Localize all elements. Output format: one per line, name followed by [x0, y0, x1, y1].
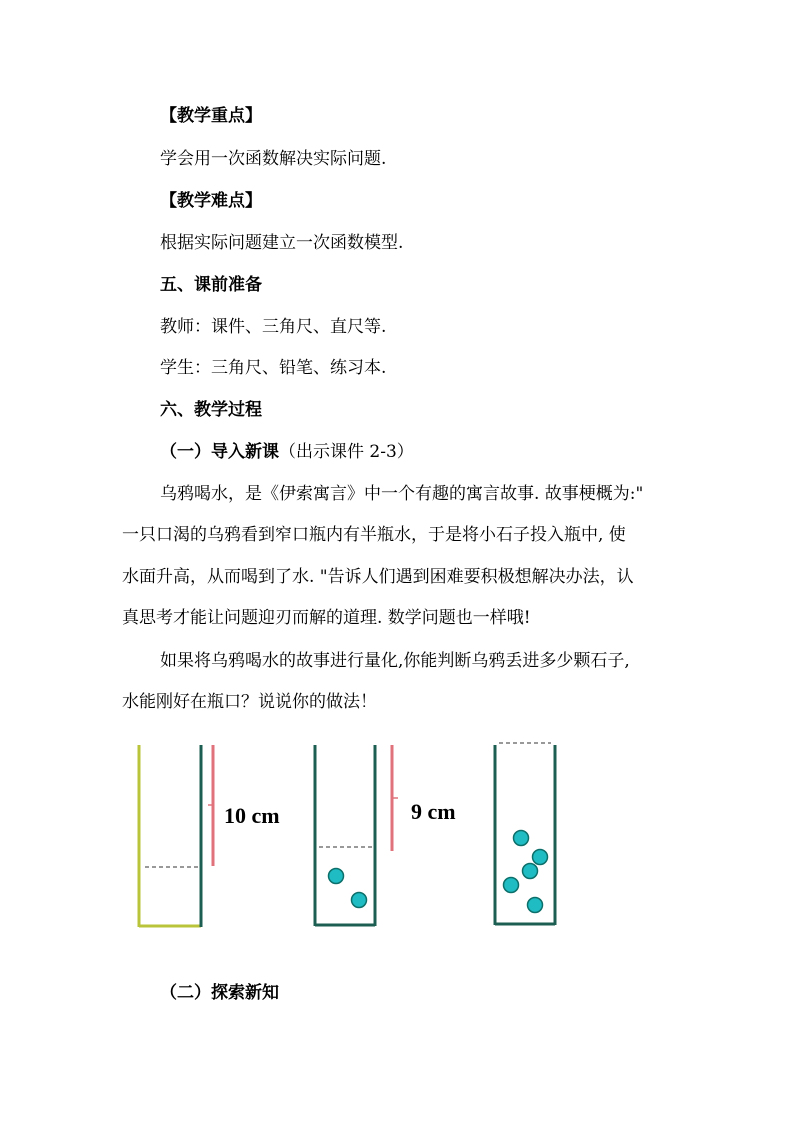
stone [329, 869, 344, 884]
tube-3 [495, 743, 555, 925]
paragraph-1-line-1: 乌鸦喝水，是《伊索寓言》中一个有趣的寓言故事. 故事梗概为:" [160, 484, 644, 504]
paragraph-1-line-2: 一只口渴的乌鸦看到窄口瓶内有半瓶水，于是将小石子投入瓶中, 使 [122, 525, 626, 545]
stone [504, 878, 519, 893]
subsection-1-note: （出示课件 2-3） [279, 442, 414, 462]
teacher-prep: 教师：课件、三角尺、直尺等. [160, 317, 387, 337]
stone [528, 898, 543, 913]
stone [523, 864, 538, 879]
key-point-text: 学会用一次函数解决实际问题. [160, 149, 387, 169]
tube-2 [315, 745, 375, 926]
difficulty-heading: 【教学难点】 [160, 191, 262, 211]
subsection-1-bold: （一）导入新课 [160, 442, 279, 462]
paragraph-1-line-4: 真思考才能让问题迎刃而解的道理. 数学问题也一样哦! [122, 608, 531, 628]
stone [533, 850, 548, 865]
paragraph-1-line-3: 水面升高，从而喝到了水. "告诉人们遇到困难要积极想解决办法，认 [122, 567, 634, 587]
crow-water-figure [0, 730, 794, 950]
label-9cm: 9 cm [411, 799, 456, 824]
subsection-1-title [160, 441, 414, 463]
section-5-title: 五、课前准备 [160, 275, 262, 295]
section-6-title: 六、教学过程 [160, 400, 262, 420]
tube-1 [139, 745, 201, 927]
label-10cm: 10 cm [224, 803, 280, 828]
stone [514, 831, 529, 846]
subsection-2-title: （二）探索新知 [160, 983, 279, 1003]
difficulty-text: 根据实际问题建立一次函数模型. [160, 233, 404, 253]
stone [352, 893, 367, 908]
key-point-heading: 【教学重点】 [160, 106, 262, 126]
paragraph-2-line-2: 水能刚好在瓶口？说说你的做法！ [122, 692, 377, 712]
paragraph-2-line-1: 如果将乌鸦喝水的故事进行量化,你能判断乌鸦丢进多少颗石子, [160, 651, 630, 671]
student-prep: 学生：三角尺、铅笔、练习本. [160, 358, 387, 378]
